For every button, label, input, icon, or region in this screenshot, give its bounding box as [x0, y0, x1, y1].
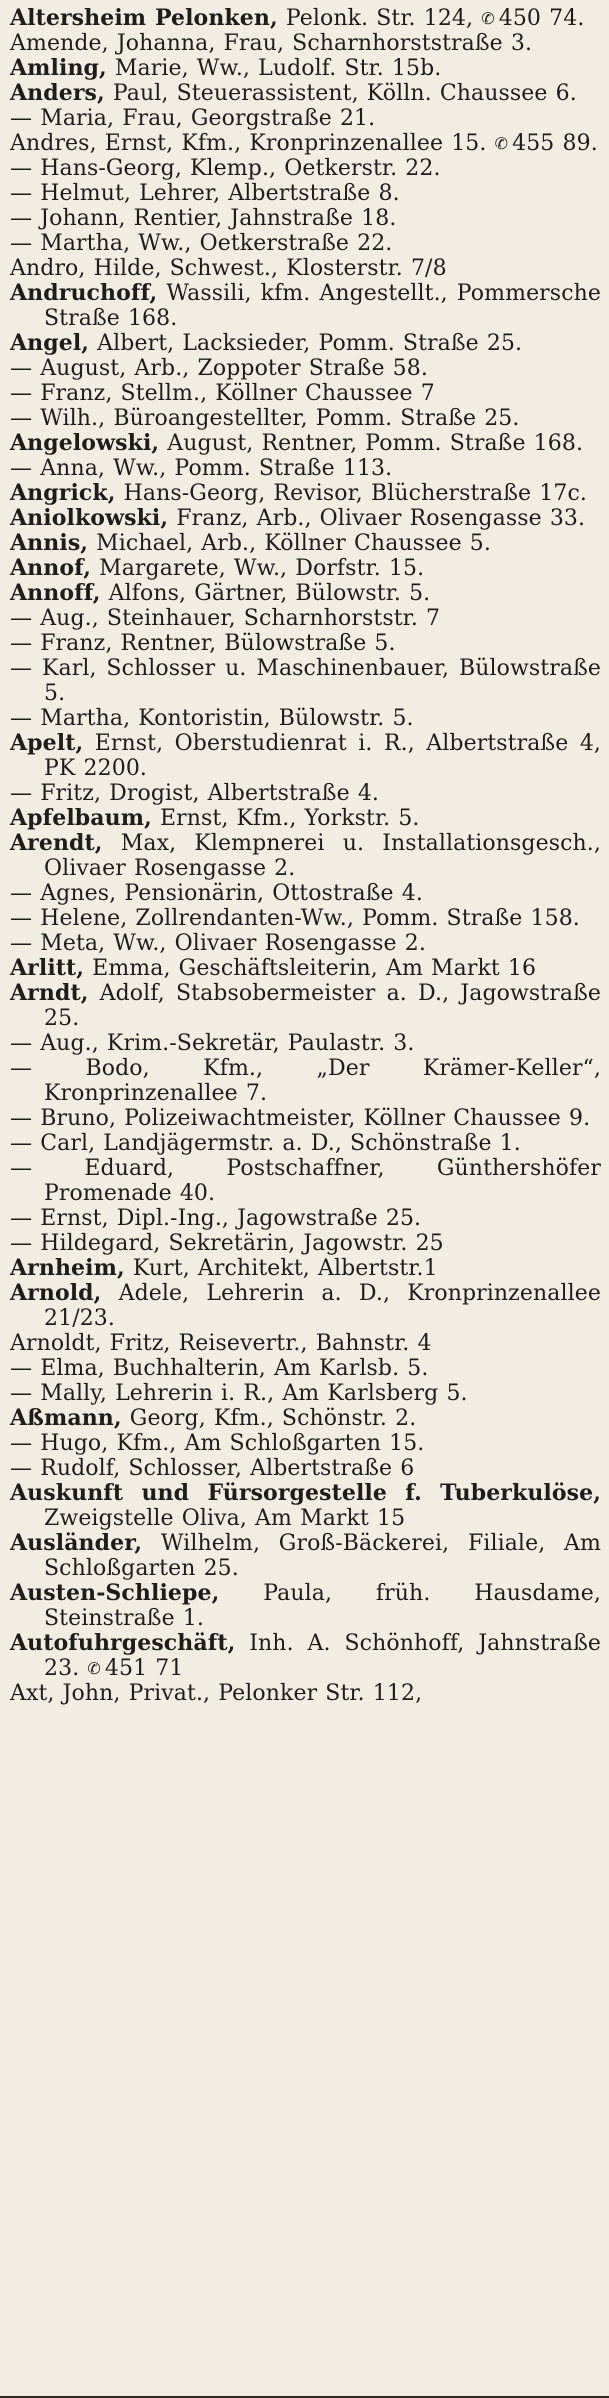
directory-entry: [10, 906, 601, 931]
entry-text: Adolf, Stabsobermeister a. D., Jagowstraße 25.: [44, 981, 601, 1031]
entry-text: — Rudolf, Schlosser, Albertstraße 6: [10, 1456, 415, 1481]
entry-text: August, Rentner, Pomm. Straße 168.: [167, 431, 584, 456]
directory-entry: [10, 206, 601, 231]
directory-entry: [10, 1331, 601, 1356]
entry-phone: 450 74.: [498, 6, 585, 31]
entry-text: Hans-Georg, Revisor, Blücherstraße 17c.: [123, 481, 587, 506]
directory-entry: [10, 331, 601, 356]
entry-text: Alfons, Gärtner, Bülowstr. 5.: [108, 581, 431, 606]
phone-icon: ✆: [481, 9, 495, 28]
entry-text: Ernst, Kfm., Yorkstr. 5.: [159, 806, 420, 831]
directory-entry: [10, 581, 601, 606]
entry-text: — Wilh., Büroangestellter, Pomm. Straße 25.: [10, 406, 520, 431]
directory-entry: [10, 1531, 601, 1581]
entry-text: — Bodo, Kfm., „Der Krämer-Keller“, Kronprinzenallee 7.: [10, 1056, 601, 1106]
entry-text: — Johann, Rentier, Jahnstraße 18.: [10, 206, 397, 231]
entry-text: Pelonk. Str. 124,: [285, 6, 474, 31]
directory-entry: [10, 181, 601, 206]
entry-text: Ernst, Oberstudienrat i. R., Albertstraße 4, PK 2200.: [44, 731, 602, 781]
directory-entry: [10, 31, 601, 56]
entry-text: Wassili, kfm. Angestellt., Pommersche Straße 168.: [44, 281, 601, 331]
entry-name: Angrick,: [10, 480, 116, 506]
directory-entry: [10, 1106, 601, 1131]
entry-text: — Aug., Steinhauer, Scharnhorststr. 7: [10, 606, 441, 631]
entry-text: Axt, John, Privat., Pelonker Str. 112,: [10, 1681, 423, 1706]
directory-entry: [10, 781, 601, 806]
directory-entry: [10, 1156, 601, 1206]
entry-name: Apfelbaum,: [10, 805, 152, 831]
entry-name: Apelt,: [10, 730, 84, 756]
directory-entry: [10, 1231, 601, 1256]
entry-text: — Franz, Stellm., Köllner Chaussee 7: [10, 381, 435, 406]
entry-name: Ausländer,: [10, 1530, 143, 1556]
directory-entry: [10, 356, 601, 381]
directory-entry: [10, 531, 601, 556]
directory-entry: [10, 506, 601, 531]
directory-entry: [10, 956, 601, 981]
directory-entry: [10, 481, 601, 506]
phone-icon: ✆: [494, 134, 509, 153]
entry-name: Annof,: [10, 555, 91, 581]
directory-entry: [10, 1056, 601, 1106]
entry-name: Aniolkowski,: [10, 505, 169, 531]
entry-name: Amling,: [10, 55, 107, 81]
directory-entry: [10, 1256, 601, 1281]
entry-text: — Bruno, Polizeiwachtmeister, Köllner Chaussee 9.: [10, 1106, 591, 1131]
entry-name: Annis,: [10, 530, 89, 556]
entry-text: Paula, früh. Hausdame, Steinstraße 1.: [44, 1581, 602, 1631]
entry-name: Arnold,: [10, 1280, 102, 1306]
entry-text: Max, Klempnerei u. Installationsgesch., Olivaer Rosengasse 2.: [44, 831, 601, 881]
directory-entry: [10, 231, 601, 256]
directory-entry: [10, 6, 601, 31]
entry-text: Arnoldt, Fritz, Reisevertr., Bahnstr. 4: [10, 1331, 432, 1356]
entry-text: Albert, Lacksieder, Pomm. Straße 25.: [97, 331, 523, 356]
entry-name: Angel,: [10, 330, 90, 356]
entry-phone: 455 89.: [512, 131, 598, 156]
entry-text: — Hans-Georg, Klemp., Oetkerstr. 22.: [10, 156, 441, 181]
entry-text: Adele, Lehrerin a. D., Kronprinzenallee 21/23.: [44, 1281, 601, 1331]
entry-text: Wilhelm, Groß-Bäckerei, Filiale, Am Schloßgarten 25.: [44, 1531, 601, 1581]
directory-entry: [10, 1631, 601, 1681]
entry-name: Anders,: [10, 80, 105, 106]
directory-entry: [10, 1206, 601, 1231]
directory-entry: [10, 1431, 601, 1456]
entry-name: Arnheim,: [10, 1255, 125, 1281]
directory-entry: [10, 156, 601, 181]
directory-entry: [10, 106, 601, 131]
entry-text: — August, Arb., Zoppoter Straße 58.: [10, 356, 428, 381]
entry-text: — Carl, Landjägermstr. a. D., Schönstraße 1.: [10, 1131, 521, 1156]
entry-text: — Fritz, Drogist, Albertstraße 4.: [10, 781, 380, 806]
entry-name: Aßmann,: [10, 1405, 122, 1431]
entry-text: — Anna, Ww., Pomm. Straße 113.: [10, 456, 393, 481]
entry-text: Zweigstelle Oliva, Am Markt 15: [44, 1506, 406, 1531]
entry-name: Arndt,: [10, 980, 89, 1006]
directory-entry: [10, 281, 601, 331]
entry-text: — Mally, Lehrerin i. R., Am Karlsberg 5.: [10, 1381, 468, 1406]
directory-entry: [10, 1681, 601, 1706]
phone-icon: ✆: [87, 1659, 101, 1678]
directory-entry: [10, 406, 601, 431]
entry-name: Arlitt,: [10, 955, 85, 981]
entry-text: Andro, Hilde, Schwest., Klosterstr. 7/8: [10, 256, 447, 281]
directory-entry: [10, 806, 601, 831]
entry-text: Franz, Arb., Olivaer Rosengasse 33.: [176, 506, 586, 531]
entry-text: — Karl, Schlosser u. Maschinenbauer, Bülowstraße 5.: [10, 656, 601, 706]
entry-text: — Elma, Buchhalterin, Am Karlsb. 5.: [10, 1356, 429, 1381]
directory-entry: [10, 1406, 601, 1431]
entry-text: — Eduard, Postschaffner, Günthershöfer Promenade 40.: [10, 1156, 601, 1206]
entry-text: Andres, Ernst, Kfm., Kronprinzenallee 15.: [10, 131, 487, 156]
entry-text: — Martha, Ww., Oetkerstraße 22.: [10, 231, 393, 256]
entry-text: — Aug., Krim.-Sekretär, Paulastr. 3.: [10, 1031, 415, 1056]
directory-entry: [10, 456, 601, 481]
entry-name: Auskunft und Fürsorgestelle f. Tuberkulöse,: [10, 1480, 601, 1506]
entry-name: Arendt,: [10, 830, 103, 856]
directory-entry: [10, 606, 601, 631]
directory-entry: [10, 256, 601, 281]
entry-text: — Maria, Frau, Georgstraße 21.: [10, 106, 376, 131]
directory-entry: [10, 131, 601, 156]
entry-text: Emma, Geschäftsleiterin, Am Markt 16: [92, 956, 537, 981]
directory-entry: [10, 381, 601, 406]
directory-entry: [10, 431, 601, 456]
directory-entries: [10, 6, 601, 1706]
entry-text: Marie, Ww., Ludolf. Str. 15b.: [114, 56, 442, 81]
entry-text: — Ernst, Dipl.-Ing., Jagowstraße 25.: [10, 1206, 422, 1231]
directory-entry: [10, 881, 601, 906]
directory-entry: [10, 1031, 601, 1056]
entry-text: — Franz, Rentner, Bülowstraße 5.: [10, 631, 396, 656]
entry-text: — Agnes, Pensionärin, Ottostraße 4.: [10, 881, 423, 906]
entry-name: Angelowski,: [10, 430, 160, 456]
directory-entry: [10, 981, 601, 1031]
directory-entry: [10, 831, 601, 881]
directory-entry: [10, 1456, 601, 1481]
entry-text: Inh. A. Schönhoff, Jahnstraße 23.: [44, 1631, 602, 1681]
directory-entry: [10, 1481, 601, 1531]
entry-text: Michael, Arb., Köllner Chaussee 5.: [96, 531, 491, 556]
entry-name: Austen-Schliepe,: [10, 1580, 220, 1606]
entry-text: Kurt, Architekt, Albertstr.1: [132, 1256, 438, 1281]
entry-name: Altersheim Pelonken,: [10, 5, 278, 31]
entry-text: — Hugo, Kfm., Am Schloßgarten 15.: [10, 1431, 425, 1456]
directory-entry: [10, 56, 601, 81]
entry-text: — Martha, Kontoristin, Bülowstr. 5.: [10, 706, 414, 731]
directory-entry: [10, 931, 601, 956]
entry-text: Margarete, Ww., Dorfstr. 15.: [99, 556, 425, 581]
entry-text: — Helene, Zollrendanten-Ww., Pomm. Straße 158.: [10, 906, 580, 931]
directory-entry: [10, 1356, 601, 1381]
directory-entry: [10, 656, 601, 706]
entry-text: Paul, Steuerassistent, Kölln. Chaussee 6.: [112, 81, 577, 106]
directory-entry: [10, 556, 601, 581]
directory-entry: [10, 1381, 601, 1406]
entry-text: Georg, Kfm., Schönstr. 2.: [129, 1406, 417, 1431]
entry-text: — Hildegard, Sekretärin, Jagowstr. 25: [10, 1231, 444, 1256]
directory-entry: [10, 1581, 601, 1631]
entry-text: — Meta, Ww., Olivaer Rosengasse 2.: [10, 931, 426, 956]
directory-entry: [10, 1131, 601, 1156]
directory-entry: [10, 81, 601, 106]
directory-entry: [10, 631, 601, 656]
entry-name: Andruchoff,: [10, 280, 158, 306]
entry-text: — Helmut, Lehrer, Albertstraße 8.: [10, 181, 400, 206]
entry-name: Annoff,: [10, 580, 101, 606]
entry-name: Autofuhrgeschäft,: [10, 1630, 236, 1656]
directory-entry: [10, 1281, 601, 1331]
directory-entry: [10, 731, 601, 781]
entry-phone: 451 71: [104, 1656, 184, 1681]
directory-entry: [10, 706, 601, 731]
entry-text: Amende, Johanna, Frau, Scharnhorststraße 3.: [10, 31, 533, 56]
